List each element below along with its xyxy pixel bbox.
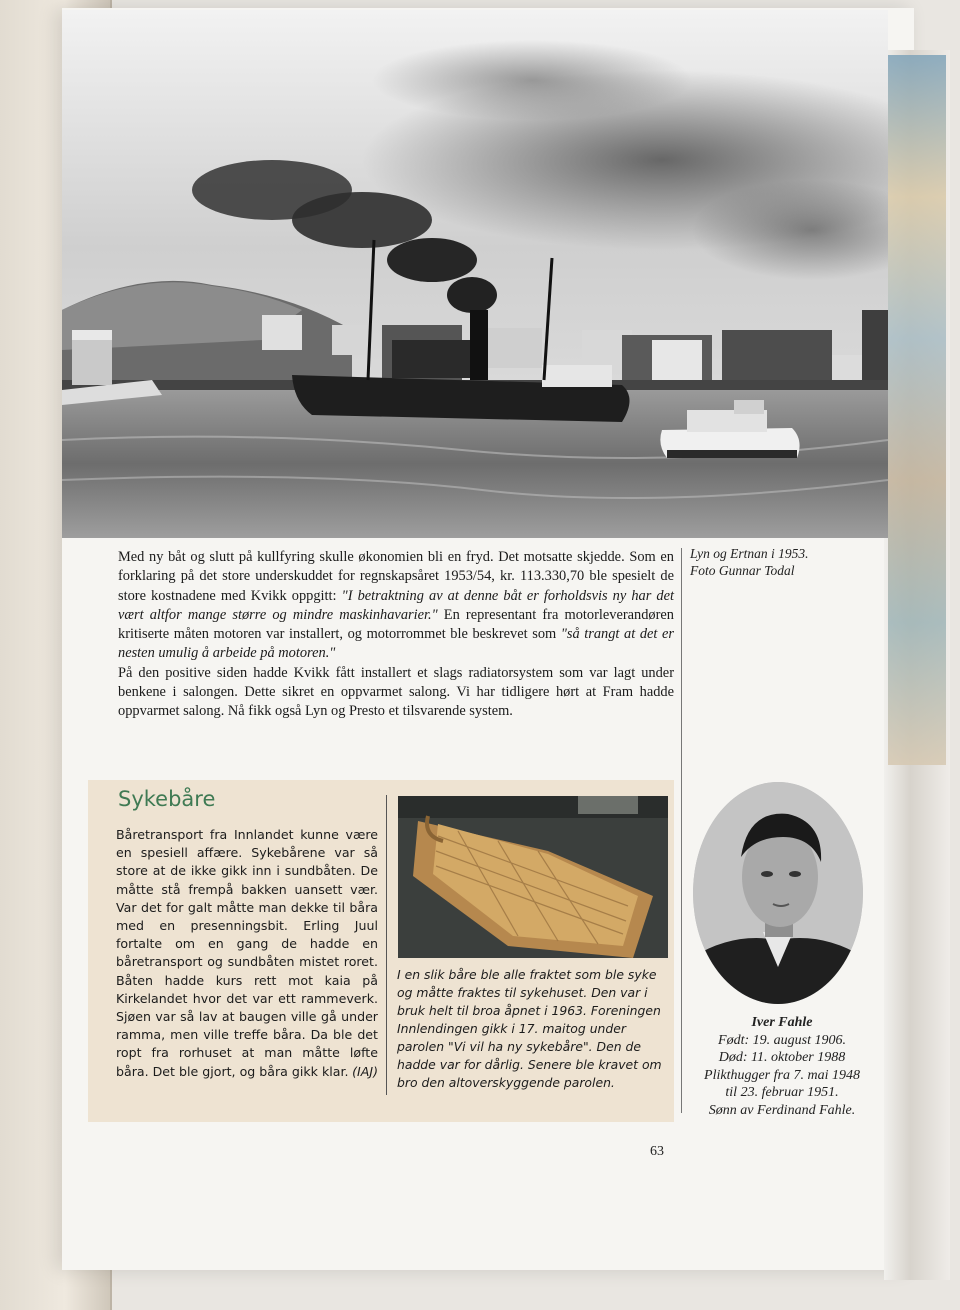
underlying-page-photo bbox=[888, 55, 946, 765]
main-article-text bbox=[118, 548, 674, 722]
photo-caption-line-1: Lyn og Ertnan i 1953. bbox=[690, 546, 809, 561]
column-divider-top bbox=[681, 548, 682, 1113]
info-box-signature: (IAJ) bbox=[352, 1063, 378, 1079]
quote-1: "I betraktning av at denne båt er forholdsvis ny har det vært altfor mange større og mindre maskinhavarier." bbox=[118, 587, 674, 623]
harbour-steamship-photo bbox=[62, 10, 888, 538]
person-work-end: til 23. februar 1951. bbox=[725, 1085, 839, 1100]
info-box-body: Båretransport fra Innlandet kunne være en spesiell affære. Sykebårene var så store at de ikke gikk inn i sundbåten. De måtte stå frempå bakken uansett vær. Var det for galt måtte man dekke til båra med en presenningsbit. Erling Juul fortalte om en gang de hadde en båretransport og sundbåten mistet roret. Båten hadde kurs rett mot kaia på Kirkelandet hvor det var ett rammeverk. Sjøen var så lav at baugen ville gå under ramma, men ville treffe båra. Da ble det ropt fra rorhuset at man måtte løfte båra. Det ble gjort, og båra gikk klar. bbox=[116, 827, 378, 1079]
stretcher-image-caption: I en slik båre ble alle fraktet som ble syke og måtte fraktes til sykehuset. Den var i bruk helt til broa åpnet i 1963. Foreningen Innlendingen gikk i 17. maitog under parolen "Vi vil ha ny sykebåre". Den de hadde var for dårlig. Senere ble kravet om bro den altoverskyggende parolen. bbox=[397, 967, 662, 1090]
portrait-caption bbox=[690, 1014, 874, 1119]
person-died: Død: 11. oktober 1988 bbox=[718, 1050, 846, 1065]
paragraph-3: På den positive siden hadde Kvikk fått installert et slags radiatorsystem som var lagt under benkene i salongen. Dette sikret en oppvarmet salong. Vi har tidligere hørt at Fram hadde oppvarmet salong. Nå fikk også Lyn og Presto et tilsvarende system. bbox=[118, 664, 674, 720]
paragraph-1: Med ny båt og slutt på kullfyring skulle økonomien bli en fryd. Det motsatte skjedde. Som en forklaring på det store underskuddet for regnskapsåret 1953/54, kr. 113.330,70 ble spesielt de store kostnadene med Kvikk oppgitt: bbox=[118, 549, 674, 604]
paragraph-2: En representant fra motorleverandøren kritiserte måten motoren var installert, og motorrommet ble beskrevet som bbox=[118, 606, 674, 643]
photo-caption bbox=[690, 545, 870, 579]
person-work-start: Plikthugger fra 7. mai 1948 bbox=[704, 1067, 860, 1083]
info-box-title: Sykebåre bbox=[118, 787, 216, 811]
info-box-divider bbox=[386, 795, 387, 1095]
quote-2: "så trangt at det er nesten umulig å arbeide på motoren." bbox=[118, 626, 674, 662]
person-name: Iver Fahle bbox=[751, 1015, 813, 1030]
wicker-stretcher-photo bbox=[398, 796, 668, 958]
person-parent: Sønn av Ferdinand Fahle. bbox=[708, 1102, 856, 1118]
photo-caption-line-2: Foto Gunnar Todal bbox=[690, 563, 795, 578]
person-born: Født: 19. august 1906. bbox=[718, 1032, 846, 1048]
iver-fahle-portrait bbox=[693, 782, 863, 1004]
page-number: 63 bbox=[650, 1144, 664, 1159]
info-box-text bbox=[116, 826, 378, 1081]
